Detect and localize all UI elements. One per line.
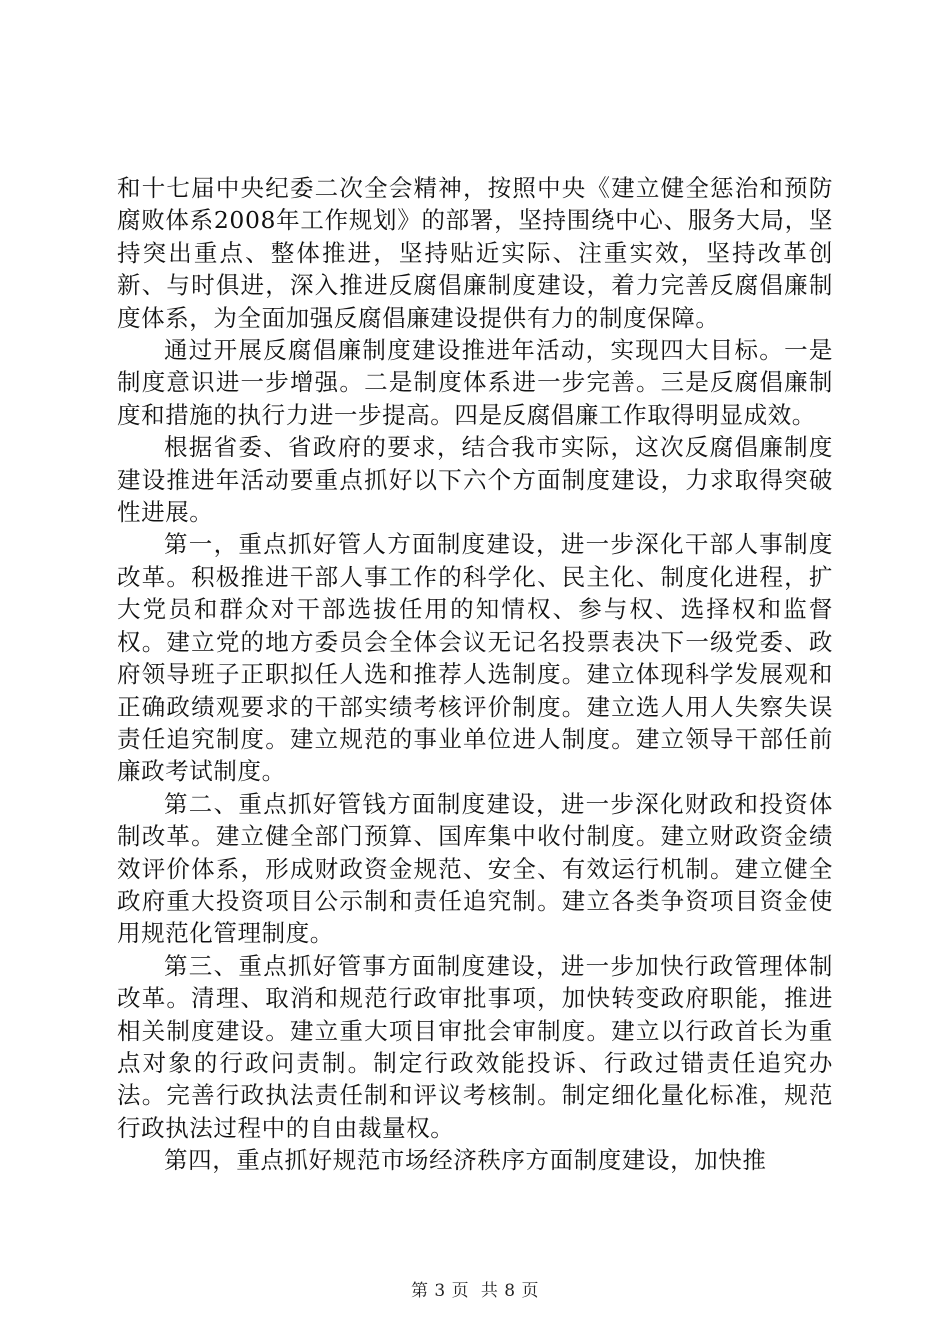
paragraph-2: 通过开展反腐倡廉制度建设推进年活动，实现四大目标。一是制度意识进一步增强。二是制度体系进一步完善。三是反腐倡廉制度和措施的执行力进一步提高。四是反腐倡廉工作取得明显成效。 [117,336,833,429]
page-number-label: 第 3 页 共 8 页 [410,1281,540,1301]
paragraph-1: 和十七届中央纪委二次全会精神，按照中央《建立健全惩治和预防腐败体系2008年工作规划》的部署，坚持围绕中心、服务大局，坚持突出重点、整体推进，坚持贴近实际、注重实效，坚持改革创新、与时俱进，深入推进反腐倡廉制度建设，着力完善反腐倡廉制度体系，为全面加强反腐倡廉建设提供有力的制度保障。 [117,174,833,332]
paragraph-3: 根据省委、省政府的要求，结合我市实际，这次反腐倡廉制度建设推进年活动要重点抓好以下六个方面制度建设，力求取得突破性进展。 [117,433,833,527]
document-body [117,172,833,1177]
page-footer [0,1276,950,1301]
paragraph-7: 第四，重点抓好规范市场经济秩序方面制度建设，加快推 [164,1146,767,1175]
paragraph-5: 第二、重点抓好管钱方面制度建设，进一步深化财政和投资体制改革。建立健全部门预算、国库集中收付制度。建立财政资金绩效评价体系，形成财政资金规范、安全、有效运行机制。建立健全政府重大投资项目公示制和责任追究制。建立各类争资项目资金使用规范化管理制度。 [117,789,833,948]
paragraph-4: 第一，重点抓好管人方面制度建设，进一步深化干部人事制度改革。积极推进干部人事工作的科学化、民主化、制度化进程，扩大党员和群众对干部选拔任用的知情权、参与权、选择权和监督权。建立党的地方委员会全体会议无记名投票表决下一级党委、政府领导班子正职拟任人选和推荐人选制度。建立体现科学发展观和正确政绩观要求的干部实绩考核评价制度。建立选人用人失察失误责任追究制度。建立规范的事业单位进人制度。建立领导干部任前廉政考试制度。 [117,530,833,786]
paragraph-6: 第三、重点抓好管事方面制度建设，进一步加快行政管理体制改革。清理、取消和规范行政审批事项，加快转变政府职能，推进相关制度建设。建立重大项目审批会审制度。建立以行政首长为重点对象的行政问责制。制定行政效能投诉、行政过错责任追究办法。完善行政执法责任制和评议考核制。制定细化量化标准，规范行政执法过程中的自由裁量权。 [117,951,833,1142]
